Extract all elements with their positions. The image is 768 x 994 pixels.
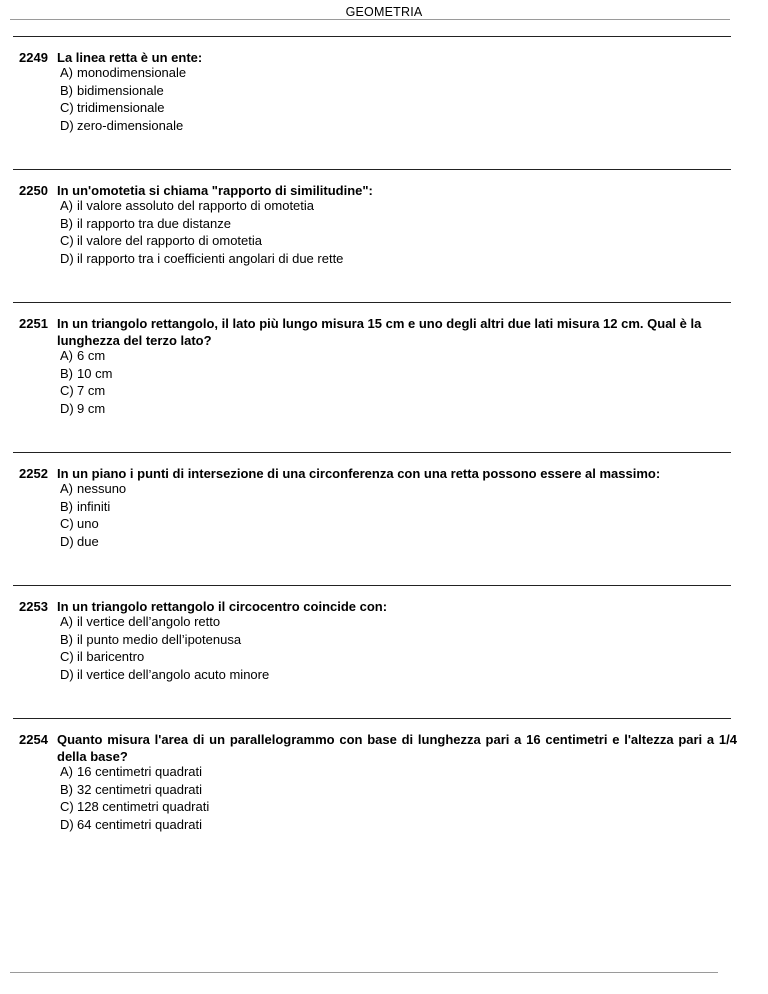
answer-option-d (60, 250, 343, 268)
answer-option-c (60, 232, 343, 250)
answer-option-a (60, 347, 112, 365)
option-letter: A) (60, 348, 73, 363)
answer-option-d (60, 533, 126, 551)
answer-options (60, 763, 209, 834)
option-letter: D) (60, 251, 74, 267)
page-title: GEOMETRIA (345, 5, 423, 19)
answer-option-a (60, 480, 126, 498)
question-divider (13, 302, 731, 303)
option-text: uno (77, 516, 99, 532)
option-text: infiniti (77, 498, 111, 514)
option-text: due (77, 534, 99, 550)
question-text: In un triangolo rettangolo il circocentro coincide con: (57, 599, 388, 614)
option-letter: B) (60, 781, 73, 797)
option-letter: D) (60, 667, 74, 683)
answer-option-a (60, 197, 343, 215)
option-letter: D) (60, 817, 74, 833)
question-divider (13, 169, 731, 170)
option-letter: D) (60, 401, 74, 417)
option-letter: C) (60, 516, 74, 532)
option-text: 7 cm (77, 383, 106, 399)
answer-options (60, 197, 343, 268)
answer-option-b (60, 781, 209, 799)
question-text: La linea retta è un ente: (57, 50, 203, 65)
option-letter: A) (60, 198, 73, 213)
option-text: il baricentro (77, 649, 145, 665)
option-letter: C) (60, 649, 74, 665)
question-text: In un'omotetia si chiama "rapporto di similitudine": (57, 183, 373, 198)
option-text: 6 cm (77, 348, 106, 363)
option-letter: B) (60, 215, 73, 231)
option-letter: A) (60, 614, 73, 629)
answer-option-b (60, 498, 126, 516)
question-divider (13, 718, 731, 719)
option-letter: B) (60, 631, 73, 647)
question-number: 2249 (19, 50, 48, 65)
answer-option-b (60, 631, 269, 649)
option-text: il vertice dell’angolo acuto minore (77, 667, 270, 683)
option-text: nessuno (77, 481, 127, 496)
answer-option-b (60, 215, 343, 233)
answer-options (60, 64, 186, 135)
question-text: In un piano i punti di intersezione di una circonferenza con una retta possono essere al massimo: (57, 466, 661, 481)
answer-option-d (60, 400, 112, 418)
answer-option-a (60, 613, 269, 631)
answer-options (60, 613, 269, 684)
footer-divider (10, 972, 718, 973)
option-text: il rapporto tra i coefficienti angolari di due rette (77, 251, 344, 267)
question-header (19, 465, 737, 482)
option-text: il valore del rapporto di omotetia (77, 233, 262, 249)
option-text: 64 centimetri quadrati (77, 817, 203, 833)
question-text: Quanto misura l'area di un parallelogrammo con base di lunghezza pari a 16 centimetri e l'altezza pari a 1/4 della base? (57, 732, 737, 764)
option-letter: B) (60, 365, 73, 381)
question-divider (13, 585, 731, 586)
option-letter: A) (60, 764, 73, 779)
option-letter: A) (60, 481, 73, 496)
option-letter: C) (60, 799, 74, 815)
answer-options (60, 347, 112, 418)
answer-option-c (60, 99, 186, 117)
header-divider (10, 19, 730, 20)
option-text: 10 cm (77, 365, 113, 381)
question-number: 2251 (19, 316, 48, 331)
option-text: zero-dimensionale (77, 118, 184, 134)
option-text: bidimensionale (77, 82, 164, 98)
option-letter: C) (60, 383, 74, 399)
option-letter: D) (60, 534, 74, 550)
question-header (19, 731, 737, 765)
answer-option-c (60, 798, 209, 816)
option-letter: B) (60, 498, 73, 514)
option-text: il rapporto tra due distanze (77, 215, 231, 231)
question-number: 2253 (19, 599, 48, 614)
question-header (19, 315, 737, 349)
question-number: 2250 (19, 183, 48, 198)
answer-option-d (60, 816, 209, 834)
answer-option-c (60, 382, 112, 400)
option-letter: A) (60, 65, 73, 80)
answer-option-a (60, 763, 209, 781)
question-divider (13, 452, 731, 453)
option-text: il valore assoluto del rapporto di omotetia (77, 198, 315, 213)
option-text: 32 centimetri quadrati (77, 781, 203, 797)
answer-option-a (60, 64, 186, 82)
option-text: tridimensionale (77, 100, 165, 116)
answer-option-d (60, 666, 269, 684)
answer-option-b (60, 82, 186, 100)
option-letter: C) (60, 233, 74, 249)
option-text: 9 cm (77, 401, 106, 417)
answer-option-b (60, 365, 112, 383)
option-letter: B) (60, 82, 73, 98)
option-letter: C) (60, 100, 74, 116)
option-text: 128 centimetri quadrati (77, 799, 210, 815)
question-divider (13, 36, 731, 37)
option-text: 16 centimetri quadrati (77, 764, 203, 779)
question-number: 2252 (19, 466, 48, 481)
option-text: il vertice dell’angolo retto (77, 614, 221, 629)
option-text: monodimensionale (77, 65, 187, 80)
answer-option-c (60, 648, 269, 666)
question-number: 2254 (19, 732, 48, 747)
answer-option-c (60, 515, 126, 533)
answer-options (60, 480, 126, 551)
option-text: il punto medio dell’ipotenusa (77, 631, 242, 647)
option-letter: D) (60, 118, 74, 134)
answer-option-d (60, 117, 186, 135)
question-text: In un triangolo rettangolo, il lato più lungo misura 15 cm e uno degli altri due lati misura 12 cm. Qual è la lunghezza del terzo lato? (57, 316, 702, 348)
